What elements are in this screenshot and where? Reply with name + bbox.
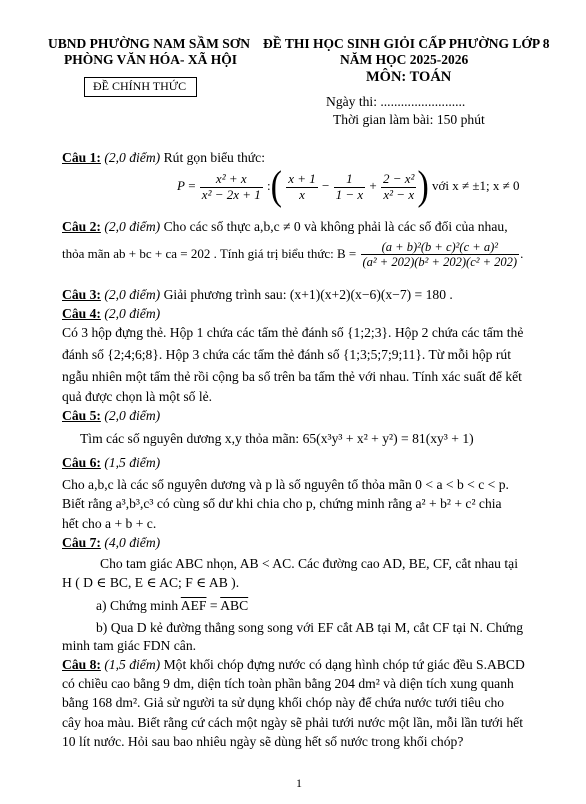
question-7 [62, 535, 160, 551]
question-points: (2,0 điểm) [104, 150, 161, 165]
question-text-line: hết cho a + b + c. [62, 516, 157, 531]
equals-sign: = [209, 598, 218, 613]
question-label: Câu 6: [62, 455, 101, 470]
question-2-expression: thỏa mãn ab + bc + ca = 202 . Tính giá trị biểu thức: B = $\frac{\text{(a + b)²(b + c)²(c + a)²}}{\text{(a² + 202)(b² + 202)(c² + 202)}}$ . [62, 240, 524, 270]
question-text-line: đánh số {2;4;6;8}. Hộp 3 chứa các tấm thẻ đánh số {1;3;5;7;9;11}. Từ mỗi hộp rút [62, 347, 511, 362]
question-text-line: Cho a,b,c là các số nguyên dương và p là số nguyên tố thỏa mãn 0 < a < b < c < p. [62, 477, 509, 492]
question-8 [62, 657, 525, 673]
question-text-line: Cho các số thực a,b,c ≠ 0 và không phải là các số đối của nhau, [163, 219, 508, 234]
question-label: Câu 2: [62, 219, 101, 234]
school-year: NĂM HỌC 2025-2026 [340, 52, 469, 67]
angle-aef: $\overline{AEF}$ [180, 598, 207, 613]
question-label: Câu 8: [62, 657, 101, 672]
question-text-line: minh tam giác FDN cân. [62, 638, 197, 653]
question-label: Câu 3: [62, 287, 101, 302]
question-label: Câu 7: [62, 535, 101, 550]
question-text-line: H ( D ∈ BC, E ∈ AC; F ∈ AB ). [62, 575, 240, 590]
question-text-line: cây hoa màu. Biết rằng cứ cách một ngày sẽ phải tưới nước một lần, mỗi lần tưới hết [62, 715, 523, 730]
subject: MÔN: TOÁN [366, 69, 452, 85]
question-7-part-a [96, 598, 248, 614]
org-name: UBND PHƯỜNG NAM SẦM SƠN [48, 36, 250, 51]
question-label: Câu 4: [62, 306, 101, 321]
question-text-line: 10 lít nước. Hỏi sau bao nhiêu ngày sẽ dùng hết số nước trong khối chóp? [62, 734, 464, 749]
question-1 [62, 150, 265, 166]
exam-title: ĐỀ THI HỌC SINH GIỎI CẤP PHƯỜNG LỚP 8 [263, 36, 550, 51]
fraction-4: $\frac{\text{2 − x²}}{\text{x² − x}}$ [383, 170, 415, 202]
question-text-line: ngẫu nhiên một tấm thẻ rồi cộng ba số trên ba tấm thẻ với nhau. Tính xác suất để kết [62, 369, 522, 384]
question-5 [62, 408, 160, 424]
question-6 [62, 455, 160, 471]
question-text-line: Có 3 hộp đựng thẻ. Hộp 1 chứa các tấm thẻ đánh số {1;2;3}. Hộp 2 chứa các tấm thẻ [62, 325, 524, 340]
fraction-b: $\frac{\text{(a + b)²(b + c)²(c + a)²}}{\text{(a² + 202)(b² + 202)(c² + 202)}}$ [362, 240, 518, 270]
question-points: (1,5 điểm) [104, 657, 161, 672]
question-text: Tìm các số nguyên dương x,y thỏa mãn: 65(x³y³ + x² + y²) = 81(xy³ + 1) [80, 431, 474, 446]
question-text: Rút gọn biểu thức: [163, 150, 265, 165]
question-3 [62, 287, 453, 303]
page-number: 1 [296, 776, 302, 790]
question-label: Câu 5: [62, 408, 101, 423]
expression-p: P = $\frac{\text{x² + x}}{\text{x² − 2x + 1}}$ :( $\frac{x + 1}{x}$ − $\frac{1}{1 - x}$ + $\frac{\text{2 − x²}}{\text{x² − x}}$ ) với x ≠ ±1; x ≠ 0 [177, 164, 520, 209]
p-symbol: P [177, 177, 185, 193]
fraction-2: $\frac{x + 1}{x}$ [288, 170, 316, 202]
exam-date: Ngày thi: ......................... [326, 94, 466, 109]
question-points: (4,0 điểm) [104, 535, 161, 550]
angle-abc: $\overline{ABC}$ [220, 598, 249, 613]
department-name: PHÒNG VĂN HÓA- XÃ HỘI [64, 52, 238, 67]
question-4 [62, 306, 160, 322]
question-points: (2,0 điểm) [104, 408, 161, 423]
question-text-line: có chiều cao bằng 9 dm, diện tích toàn phần bằng 204 dm² và diện tích xung quanh [62, 676, 514, 691]
question-text-line: quả được chọn là một số lẻ. [62, 389, 213, 404]
question-points: (2,0 điểm) [104, 287, 161, 302]
question-text-line: bằng 168 dm². Giả sử người ta sử dụng khối chóp này để chứa nước tưới tiêu cho [62, 695, 505, 710]
fraction-1: $\frac{\text{x² + x}}{\text{x² − 2x + 1}}$ [201, 170, 261, 202]
official-label: ĐỀ CHÍNH THỨC [93, 79, 187, 93]
question-text: Giải phương trình sau: (x+1)(x+2)(x−6)(x−7) = 180 . [163, 287, 453, 302]
question-label: Câu 1: [62, 150, 101, 165]
exam-time: Thời gian làm bài: 150 phút [333, 112, 485, 127]
question-points: (2,0 điểm) [104, 306, 161, 321]
question-text-line: Cho tam giác ABC nhọn, AB < AC. Các đường cao AD, BE, CF, cắt nhau tại [100, 556, 518, 571]
part-a-text: a) Chứng minh [96, 598, 179, 613]
question-text-line: Một khối chóp đựng nước có dạng hình chóp tứ giác đều S.ABCD [163, 657, 525, 672]
question-points: (2,0 điểm) [104, 219, 161, 234]
question-2 [62, 219, 508, 235]
condition: với x ≠ ±1; x ≠ 0 [432, 177, 520, 193]
question-points: (1,5 điểm) [104, 455, 161, 470]
fraction-3: $\frac{1}{1 - x}$ [335, 170, 364, 202]
question-text-line: b) Qua D kẻ đường thẳng song song với EF cắt AB tại M, cắt CF tại N. Chứng [96, 620, 524, 635]
question-text-line: Biết rằng a³,b³,c³ có cùng số dư khi chia cho p, chứng minh rằng a² + b² + c² chia [62, 496, 502, 511]
question-text-line: thỏa mãn ab + bc + ca = 202 . Tính giá trị biểu thức: B = [62, 245, 357, 261]
